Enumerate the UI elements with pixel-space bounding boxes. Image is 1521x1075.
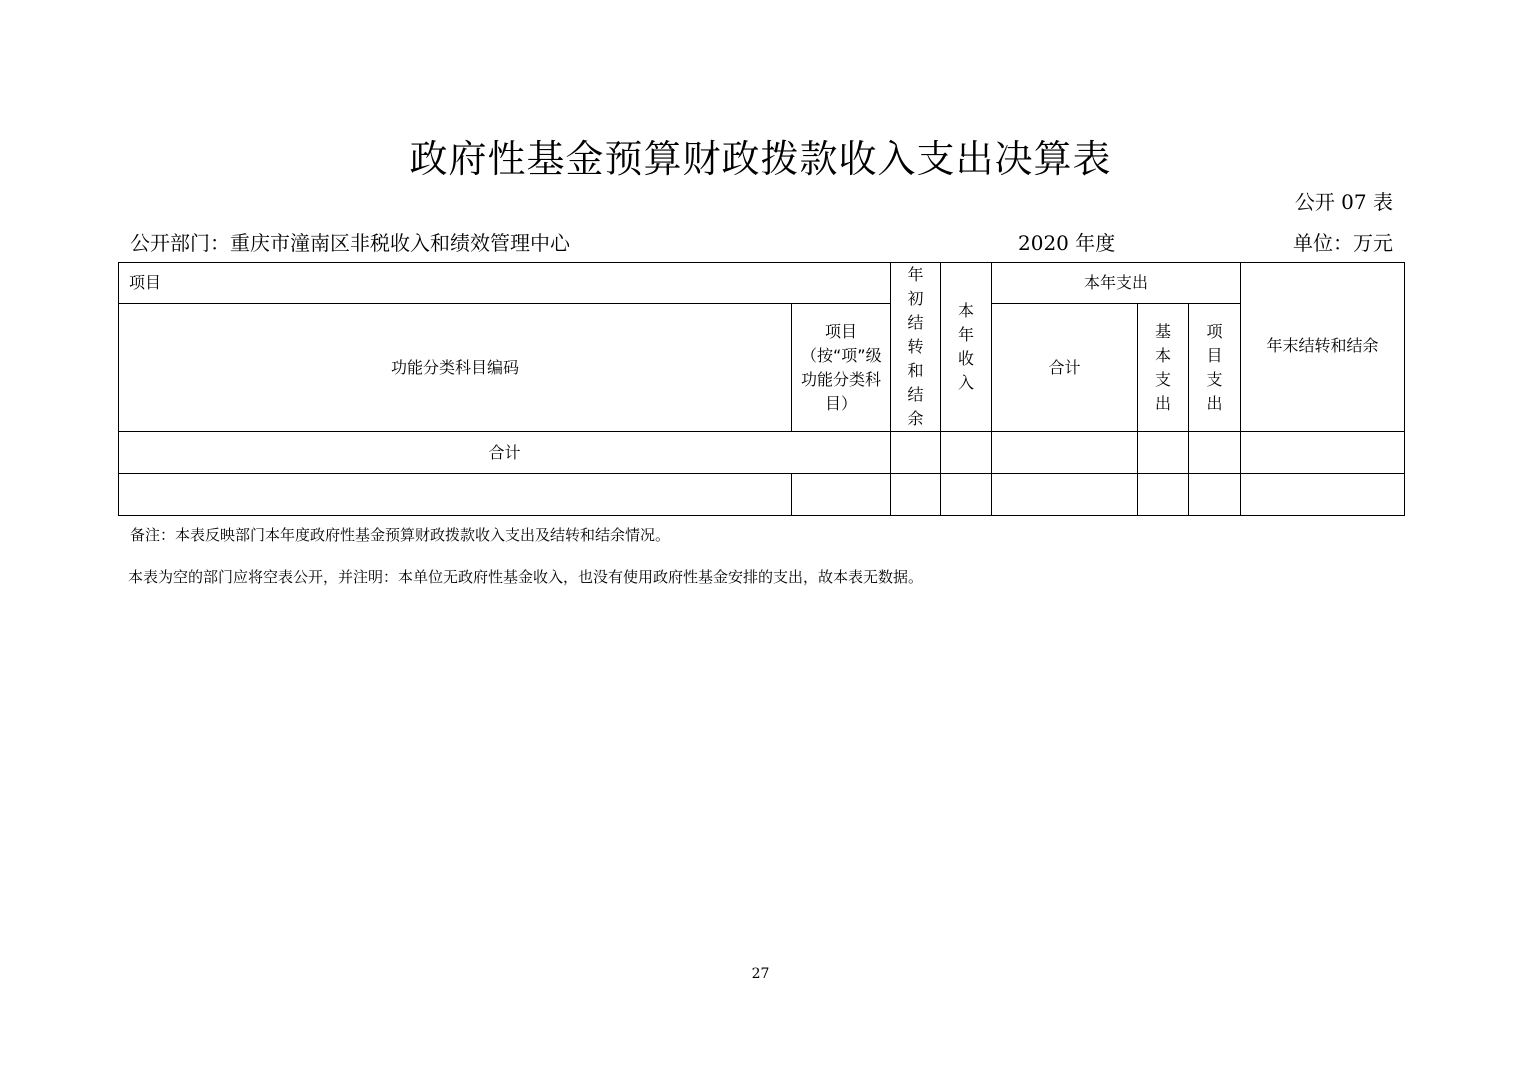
header-expense-total: 合计 xyxy=(992,304,1138,432)
total-expense-total xyxy=(992,432,1138,474)
total-label: 合计 xyxy=(119,432,891,474)
header-item-name xyxy=(792,304,891,432)
table-row xyxy=(119,474,1405,516)
header-expense-project xyxy=(1189,304,1241,432)
row-code xyxy=(119,474,792,516)
unit-label: 单位：万元 xyxy=(1293,231,1393,255)
row-expense-total xyxy=(992,474,1138,516)
row-begin-balance xyxy=(891,474,941,516)
header-income-text: 本年收入 xyxy=(958,301,975,392)
total-income xyxy=(941,432,992,474)
note-remark: 备注：本表反映部门本年度政府性基金预算财政拨款收入支出及结转和结余情况。 xyxy=(130,526,671,544)
header-expense-basic xyxy=(1138,304,1189,432)
total-end-balance xyxy=(1241,432,1405,474)
page-number: 27 xyxy=(751,966,770,982)
row-expense-project xyxy=(1189,474,1241,516)
total-row xyxy=(119,432,1405,474)
row-name xyxy=(792,474,891,516)
total-begin-balance xyxy=(891,432,941,474)
department-label: 公开部门：重庆市潼南区非税收入和绩效管理中心 xyxy=(130,231,570,255)
total-expense-project xyxy=(1189,432,1241,474)
table-number: 公开 07 表 xyxy=(1294,190,1393,214)
header-end-balance: 年末结转和结余 xyxy=(1241,263,1405,432)
header-income xyxy=(941,263,992,432)
page-title: 政府性基金预算财政拨款收入支出决算表 xyxy=(409,137,1112,181)
header-expense-basic-text: 基本支出 xyxy=(1155,321,1172,413)
header-expense-project-text: 项目支出 xyxy=(1206,321,1223,413)
header-begin-balance-text: 年初结转和结余 xyxy=(907,265,924,428)
fund-budget-table xyxy=(118,262,1405,516)
total-expense-basic xyxy=(1138,432,1189,474)
row-income xyxy=(941,474,992,516)
header-code: 功能分类科目编码 xyxy=(119,304,792,432)
header-expense: 本年支出 xyxy=(992,263,1241,304)
header-begin-balance xyxy=(891,263,941,432)
row-end-balance xyxy=(1241,474,1405,516)
row-expense-basic xyxy=(1138,474,1189,516)
header-project: 项目 xyxy=(119,263,891,304)
header-item-name-text: 项目（按“项”级功能分类科目） xyxy=(801,321,882,413)
note-empty-table: 本表为空的部门应将空表公开，并注明：本单位无政府性基金收入，也没有使用政府性基金安排的支出，故本表无数据。 xyxy=(128,568,924,586)
year-label: 2020 年度 xyxy=(1018,231,1116,255)
